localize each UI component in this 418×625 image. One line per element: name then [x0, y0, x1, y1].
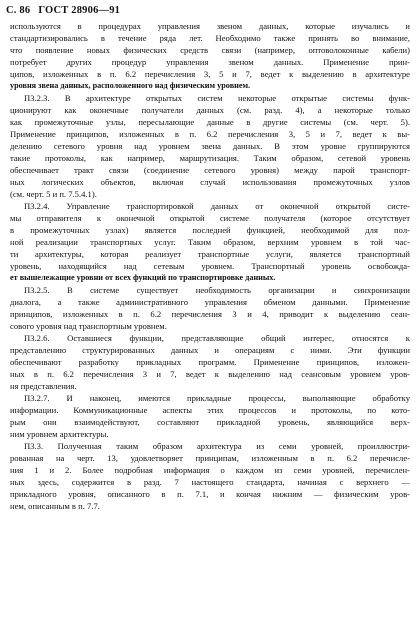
standard-designation: ГОСТ 28906—91: [38, 5, 121, 16]
text-line: ных здесь, содержится в разд. 7 настоящего стандарта, начиная с верхнего —: [10, 477, 410, 487]
text-line: сового уровня над транспортным уровнем.: [10, 321, 167, 331]
text-line: информации. Коммуникационные аспекты этих процессов и протоколы, по кото-: [10, 405, 410, 415]
text-line: П3.2.4. Управление транспортировкой данных от оконечной открытой систе-: [24, 201, 410, 211]
text-line: диалога, а также административного управления обменом данными. Применение: [10, 297, 410, 307]
text-line: ния 1 и 2. Более подробная информация о каждом из семи уровней, перечислен-: [10, 465, 410, 475]
text-line: (см. черт. 5 и п. 7.5.4.1).: [10, 189, 97, 199]
text-line: представлению структурированных данных и операциям с ними. Эти функции: [10, 345, 410, 355]
page-header: [6, 5, 120, 19]
text-line: уровень, находящийся над сетевым уровнем. Транспортный уровень освобожда-: [10, 261, 410, 271]
text-line: мы отправителя к оконечной открытой системе получателя (которое отсутствует: [10, 213, 410, 223]
text-line: П3.3. Полученная таким образом архитектура из семи уровней, проиллюстри-: [24, 441, 410, 451]
text-line: П3.2.3. В архитектуре открытых систем некоторые открытые системы функ-: [24, 93, 410, 103]
text-line: уровня звена данных, расположенного над физическим уровнем.: [10, 81, 251, 90]
text-line: ня представления.: [10, 381, 77, 391]
text-line: используются в процедурах управления звеном данных, которые изучались и: [10, 21, 410, 31]
text-line: прикладного уровня, описанного в п. 7.1, и кончая нижним — физическим уров-: [10, 489, 410, 499]
text-line: ных логических объектов, включая случай использования промежуточных узлов: [10, 177, 410, 187]
text-line: ним уровнем архитектуры.: [10, 429, 109, 439]
text-line: рованная на черт. 13, удовлетворяет принципам, изложенным в п. 6.2 перечисле-: [10, 453, 410, 463]
text-line: ной реализации транспортных услуг. Таким образом, верхним уровнем в той час-: [10, 237, 410, 247]
text-line: обеспечивают разработку прикладных программ. Применение принципов, изложен-: [10, 357, 410, 367]
text-line: как промежуточные узлы, пересылающие данные в другие системы (см. черт. 5).: [10, 117, 410, 127]
text-line: в промежуточных узлах) является последней функцией, необходимой для пол-: [10, 225, 410, 235]
text-line: что появление новых физических средств связи (например, оптоволоконные кабели): [10, 45, 410, 55]
text-line: нем, описанным в п. 7.7.: [10, 501, 100, 511]
text-line: ципов, изложенных в п. 6.2 перечисления 3, 5 и 7, ведет к выделению в архитектуре: [10, 69, 410, 79]
body-text: [10, 20, 410, 512]
text-line: П3.2.7. И наконец, имеются прикладные процессы, выполняющие обработку: [24, 393, 410, 403]
text-line: принципов, изложенных в п. 6.2 перечисления 3 и 4, приводит к выделению сеан-: [10, 309, 410, 319]
text-line: ти архитектуры, которая реализует транспортные услуги, является транспортный: [10, 249, 410, 259]
text-line: стандартизировались в течение ряда лет. Необходимо также принять во внимание,: [10, 33, 410, 43]
text-line: потребует других процедур управления звеном данных. Применение прин-: [10, 57, 410, 67]
text-line: такие протоколы, как например, маршрутизация. Таким образом, сетевой уровень: [10, 153, 410, 163]
text-line: Применение принципов, изложенных в п. 6.2 перечисления 3, 5 и 7, ведет к вы-: [10, 129, 410, 139]
text-line: П3.2.6. Оставшиеся функции, представляющие общий интерес, относятся к: [24, 333, 410, 343]
text-line: обеспечивает тракт связи (соединение сетевого уровня) между парой транспорт-: [10, 165, 410, 175]
text-line: ных в п. 6.2 перечисления 3 и 7, ведет к выделению над сеансовым уровнем уров-: [10, 369, 410, 379]
text-line: ет вышележащие уровни от всех функций по транспортировке данных.: [10, 273, 276, 282]
text-line: ционируют как оконечные получатели данных (см. разд. 4), а некоторые только: [10, 105, 410, 115]
text-line: П3.2.5. В системе существует необходимость организации и синхронизации: [24, 285, 410, 295]
text-line: рым они взаимодействуют, составляют прикладной уровень, являющийся верх-: [10, 417, 410, 427]
text-line: делению сетевого уровня над уровнем звена данных. В этом уровне группируются: [10, 141, 410, 151]
page-number: С. 86: [6, 5, 31, 16]
